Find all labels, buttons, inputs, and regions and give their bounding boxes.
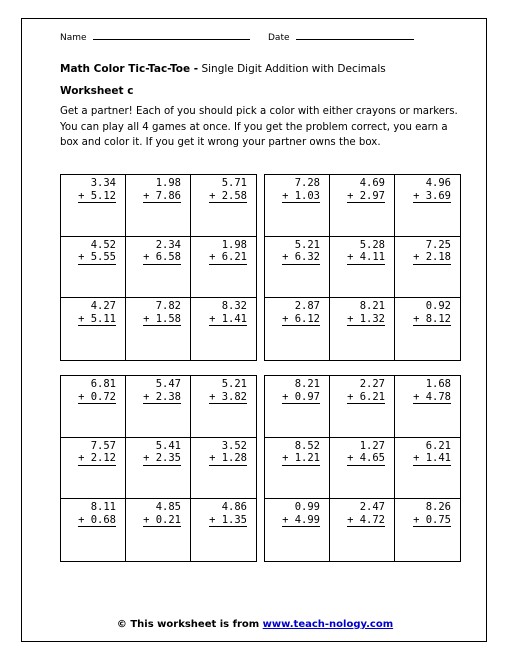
board-cell[interactable] [61, 438, 126, 500]
addend-bottom: + 2.58 [209, 189, 247, 202]
addend-top: 5.21 [221, 378, 247, 390]
name-label: Name [60, 33, 87, 43]
board-cell[interactable] [191, 376, 256, 438]
addend-bottom: + 0.21 [143, 513, 181, 526]
addition-problem [413, 177, 451, 203]
date-label: Date [268, 33, 290, 43]
game-board-1 [60, 174, 257, 361]
board-cell[interactable] [265, 175, 330, 237]
game-board-2 [264, 174, 461, 361]
addition-problem [282, 501, 320, 527]
addend-top: 8.52 [294, 439, 320, 452]
addition-problem [209, 501, 247, 527]
addend-bottom: + 4.78 [413, 390, 451, 403]
addend-bottom: + 1.28 [209, 452, 247, 465]
board-cell[interactable] [395, 298, 460, 360]
addition-problem [282, 239, 320, 265]
board-cell[interactable] [395, 438, 460, 500]
board-cell[interactable] [191, 175, 256, 237]
addition-problem [78, 239, 116, 265]
addend-bottom: + 5.55 [78, 251, 116, 264]
addend-top: 1.98 [155, 177, 181, 189]
board-cell[interactable] [126, 376, 191, 438]
board-cell[interactable] [191, 438, 256, 500]
addend-bottom: + 5.12 [78, 189, 116, 202]
addition-problem [413, 239, 451, 265]
board-cell[interactable] [191, 298, 256, 360]
board-cell[interactable] [191, 499, 256, 561]
addition-problem [78, 300, 116, 326]
name-field[interactable] [60, 31, 250, 43]
addition-problem [143, 440, 181, 466]
board-cell[interactable] [330, 438, 395, 500]
footer-link[interactable]: www.teach-nology.com [262, 619, 394, 630]
addend-bottom: + 1.03 [282, 189, 320, 202]
addend-top: 3.52 [221, 439, 247, 452]
addend-top: 4.96 [425, 177, 451, 189]
board-cell[interactable] [330, 237, 395, 299]
addend-bottom: + 2.35 [143, 452, 181, 465]
addition-problem [347, 378, 385, 404]
board-cell[interactable] [330, 499, 395, 561]
addend-bottom: + 3.69 [413, 189, 451, 202]
addend-bottom: + 6.12 [282, 312, 320, 325]
addend-bottom: + 4.99 [282, 513, 320, 526]
addition-problem [413, 378, 451, 404]
addend-top: 5.21 [294, 238, 320, 251]
addend-bottom: + 1.41 [413, 452, 451, 465]
addend-bottom: + 1.35 [209, 513, 247, 526]
addition-problem [347, 501, 385, 527]
name-blank[interactable] [93, 31, 250, 40]
addend-top: 2.27 [359, 378, 385, 390]
board-cell[interactable] [126, 175, 191, 237]
addend-top: 1.68 [425, 378, 451, 390]
addend-top: 2.47 [359, 501, 385, 514]
addend-top: 1.98 [221, 238, 247, 251]
addend-top: 3.34 [90, 177, 116, 189]
addend-bottom: + 6.58 [143, 251, 181, 264]
addend-top: 7.25 [425, 238, 451, 251]
board-cell[interactable] [265, 298, 330, 360]
title-bold: Math Color Tic-Tac-Toe - [60, 63, 199, 75]
addend-bottom: + 7.86 [143, 189, 181, 202]
addend-top: 5.47 [155, 378, 181, 390]
addition-problem [347, 177, 385, 203]
addend-bottom: + 2.97 [347, 189, 385, 202]
instructions: Get a partner! Each of you should pick a color with either crayons or markers. You can play all 4 games at once. If you get the problem correct, you earn a box and color it. If you get it wrong your partner owns the box. [60, 106, 458, 148]
game-board-3 [60, 375, 257, 562]
addend-top: 7.57 [90, 439, 116, 452]
board-cell[interactable] [126, 438, 191, 500]
addition-problem [209, 440, 247, 466]
addition-problem [209, 378, 247, 404]
addend-top: 8.32 [221, 300, 247, 313]
addend-bottom: + 4.11 [347, 251, 385, 264]
addend-top: 4.52 [90, 238, 116, 251]
board-cell[interactable] [126, 298, 191, 360]
board-cell[interactable] [395, 237, 460, 299]
addend-bottom: + 2.38 [143, 390, 181, 403]
board-cell[interactable] [330, 175, 395, 237]
addition-problem [78, 378, 116, 404]
addition-problem [413, 440, 451, 466]
addition-problem [347, 239, 385, 265]
addition-problem [413, 501, 451, 527]
addend-top: 6.81 [90, 378, 116, 390]
addend-top: 4.86 [221, 501, 247, 514]
addition-problem [143, 300, 181, 326]
addition-problem [209, 239, 247, 265]
addend-top: 5.71 [221, 177, 247, 189]
addend-top: 5.28 [359, 238, 385, 251]
date-field[interactable] [268, 31, 414, 43]
addend-top: 2.87 [294, 300, 320, 313]
addend-bottom: + 6.21 [347, 390, 385, 403]
game-board-4 [264, 375, 461, 562]
worksheet-title [60, 63, 386, 75]
addend-bottom: + 6.21 [209, 251, 247, 264]
footer-text: © This worksheet is from [116, 619, 260, 630]
addition-problem [78, 501, 116, 527]
board-cell[interactable] [126, 499, 191, 561]
addend-bottom: + 3.82 [209, 390, 247, 403]
addend-bottom: + 8.12 [413, 312, 451, 325]
board-cell[interactable] [330, 376, 395, 438]
addend-bottom: + 6.32 [282, 251, 320, 264]
addend-bottom: + 0.68 [78, 513, 116, 526]
board-cell[interactable] [265, 438, 330, 500]
addend-top: 1.27 [359, 439, 385, 452]
addend-top: 0.99 [294, 501, 320, 514]
addend-bottom: + 1.32 [347, 312, 385, 325]
addition-problem [143, 501, 181, 527]
board-cell[interactable] [395, 376, 460, 438]
addition-problem [347, 300, 385, 326]
addend-top: 8.11 [90, 501, 116, 514]
addend-top: 4.27 [90, 300, 116, 313]
addition-problem [282, 378, 320, 404]
addend-top: 8.21 [294, 378, 320, 390]
board-cell[interactable] [61, 499, 126, 561]
board-cell[interactable] [265, 376, 330, 438]
addend-top: 7.28 [294, 177, 320, 189]
addend-bottom: + 1.41 [209, 312, 247, 325]
addend-bottom: + 0.75 [413, 513, 451, 526]
board-cell[interactable] [191, 237, 256, 299]
addend-top: 6.21 [425, 439, 451, 452]
addend-bottom: + 4.65 [347, 452, 385, 465]
board-cell[interactable] [265, 499, 330, 561]
addition-problem [143, 177, 181, 203]
addend-top: 4.69 [359, 177, 385, 189]
addend-top: 7.82 [155, 300, 181, 313]
title-subtitle: Single Digit Addition with Decimals [201, 63, 386, 75]
addition-problem [282, 440, 320, 466]
board-cell[interactable] [330, 298, 395, 360]
addend-top: 4.85 [155, 501, 181, 514]
addend-bottom: + 1.21 [282, 452, 320, 465]
addend-top: 0.92 [425, 300, 451, 313]
addend-top: 8.26 [425, 501, 451, 514]
addend-bottom: + 0.97 [282, 390, 320, 403]
addition-problem [282, 300, 320, 326]
board-cell[interactable] [61, 376, 126, 438]
board-cell[interactable] [126, 237, 191, 299]
addend-top: 2.34 [155, 238, 181, 251]
board-cell[interactable] [61, 237, 126, 299]
board-cell[interactable] [395, 499, 460, 561]
addition-problem [209, 177, 247, 203]
footer [0, 619, 510, 630]
addend-top: 5.41 [155, 439, 181, 452]
addend-bottom: + 1.58 [143, 312, 181, 325]
addition-problem [209, 300, 247, 326]
addition-problem [413, 300, 451, 326]
addition-problem [347, 440, 385, 466]
addition-problem [282, 177, 320, 203]
addition-problem [143, 239, 181, 265]
addition-problem [143, 378, 181, 404]
addend-bottom: + 5.11 [78, 312, 116, 325]
board-cell[interactable] [265, 237, 330, 299]
addend-bottom: + 0.72 [78, 390, 116, 403]
board-cell[interactable] [61, 298, 126, 360]
addition-problem [78, 440, 116, 466]
addend-bottom: + 2.12 [78, 452, 116, 465]
board-cell[interactable] [395, 175, 460, 237]
addend-top: 8.21 [359, 300, 385, 313]
addend-bottom: + 4.72 [347, 513, 385, 526]
worksheet-subhead: Worksheet c [60, 85, 134, 97]
addition-problem [78, 177, 116, 203]
addend-bottom: + 2.18 [413, 251, 451, 264]
date-blank[interactable] [296, 31, 414, 40]
board-cell[interactable] [61, 175, 126, 237]
